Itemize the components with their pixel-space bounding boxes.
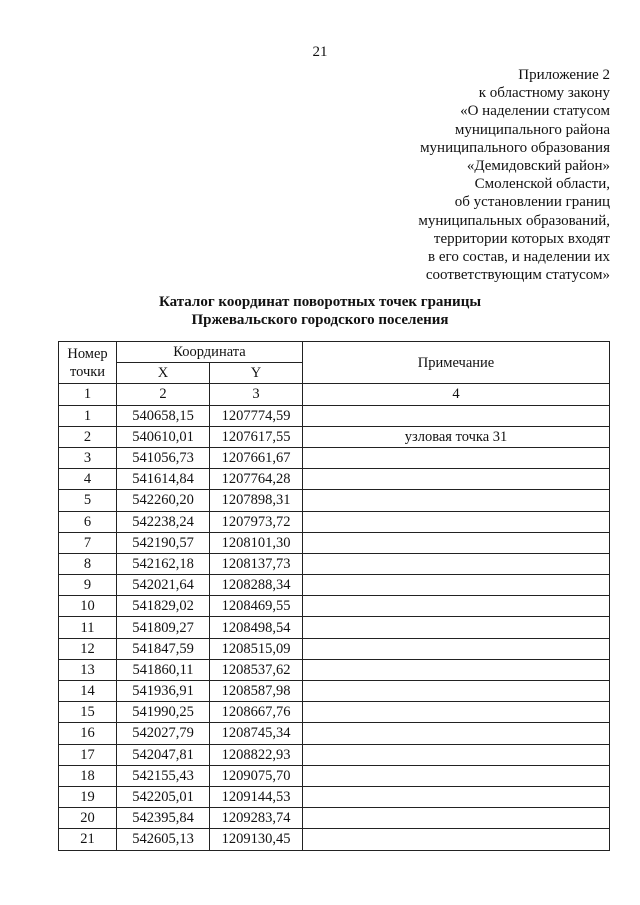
table-row [59, 575, 610, 596]
table-row [59, 808, 610, 829]
cell-y: 1209075,70 [210, 765, 303, 786]
appendix-line: территории которых входят [433, 230, 610, 247]
cell-y: 1208587,98 [210, 681, 303, 702]
cell-point-number: 16 [59, 723, 117, 744]
appendix-line: к областному закону [478, 85, 610, 102]
cell-y: 1208537,62 [210, 659, 303, 680]
cell-y: 1207774,59 [210, 405, 303, 426]
table-row [59, 744, 610, 765]
appendix-line: муниципального образования [420, 139, 610, 156]
cell-note [303, 808, 610, 829]
cell-note [303, 511, 610, 532]
cell-note [303, 659, 610, 680]
cell-x: 540658,15 [117, 405, 210, 426]
table-row [59, 447, 610, 468]
cell-note [303, 786, 610, 807]
table-row [59, 596, 610, 617]
table-row [59, 617, 610, 638]
cell-point-number: 12 [59, 638, 117, 659]
cell-x: 542395,84 [117, 808, 210, 829]
table-row [59, 553, 610, 574]
table-row [59, 659, 610, 680]
cell-point-number: 15 [59, 702, 117, 723]
page-number: 21 [312, 44, 328, 60]
cell-point-number: 3 [59, 447, 117, 468]
header-coordinate: Координата [117, 342, 303, 363]
cell-point-number: 4 [59, 469, 117, 490]
cell-point-number: 17 [59, 744, 117, 765]
cell-y: 1209144,53 [210, 786, 303, 807]
table-row [59, 702, 610, 723]
table-row [59, 469, 610, 490]
cell-point-number: 14 [59, 681, 117, 702]
appendix-line: об установлении границ [454, 194, 610, 211]
cell-y: 1207898,31 [210, 490, 303, 511]
cell-y: 1209130,45 [210, 829, 303, 850]
cell-y: 1208469,55 [210, 596, 303, 617]
header-note: Примечание [303, 342, 610, 384]
cell-x: 541614,84 [117, 469, 210, 490]
cell-point-number: 11 [59, 617, 117, 638]
cell-note [303, 490, 610, 511]
cell-x: 542021,64 [117, 575, 210, 596]
cell-y: 1207764,28 [210, 469, 303, 490]
cell-y: 1207617,55 [210, 426, 303, 447]
cell-point-number: 21 [59, 829, 117, 850]
appendix-line: муниципальных образований, [418, 212, 610, 229]
cell-y: 1208498,54 [210, 617, 303, 638]
cell-x: 541860,11 [117, 659, 210, 680]
cell-x: 542205,01 [117, 786, 210, 807]
cell-x: 542155,43 [117, 765, 210, 786]
appendix-line: муниципального района [454, 121, 610, 138]
header-y: Y [210, 363, 303, 384]
table-row [59, 490, 610, 511]
table-row [59, 638, 610, 659]
cell-x: 541829,02 [117, 596, 210, 617]
cell-point-number: 20 [59, 808, 117, 829]
table-header-row [59, 342, 610, 363]
table-row [59, 511, 610, 532]
cell-note [303, 765, 610, 786]
cell-y: 1208288,34 [210, 575, 303, 596]
table-row [59, 829, 610, 850]
cell-note [303, 638, 610, 659]
header-point-number [59, 342, 117, 384]
cell-y: 1208137,73 [210, 553, 303, 574]
cell-note [303, 829, 610, 850]
cell-note [303, 405, 610, 426]
cell-x: 541847,59 [117, 638, 210, 659]
cell-note [303, 469, 610, 490]
cell-point-number: 19 [59, 786, 117, 807]
cell-note [303, 596, 610, 617]
appendix-line: Приложение 2 [518, 67, 610, 83]
cell-point-number: 5 [59, 490, 117, 511]
cell-point-number: 10 [59, 596, 117, 617]
header-point-line2: точки [69, 363, 106, 380]
appendix-line: «О наделении статусом [460, 103, 610, 120]
table-row [59, 786, 610, 807]
title-line-1: Каталог координат поворотных точек границы [158, 294, 482, 310]
cell-y: 1207973,72 [210, 511, 303, 532]
appendix-line: в его состав, и наделении их [428, 249, 610, 266]
cell-x: 542047,81 [117, 744, 210, 765]
table-row [59, 681, 610, 702]
cell-x: 542162,18 [117, 553, 210, 574]
cell-y: 1208515,09 [210, 638, 303, 659]
cell-note [303, 681, 610, 702]
table-row [59, 426, 610, 447]
header-point-line1: Номер [67, 345, 108, 362]
cell-x: 541056,73 [117, 447, 210, 468]
cell-y: 1208745,34 [210, 723, 303, 744]
cell-x: 542027,79 [117, 723, 210, 744]
column-number: 3 [210, 384, 303, 405]
cell-point-number: 13 [59, 659, 117, 680]
cell-x: 541809,27 [117, 617, 210, 638]
cell-y: 1208822,93 [210, 744, 303, 765]
cell-point-number: 1 [59, 405, 117, 426]
cell-point-number: 18 [59, 765, 117, 786]
cell-y: 1208667,76 [210, 702, 303, 723]
appendix-line: «Демидовский район» [466, 158, 610, 175]
column-number: 1 [59, 384, 117, 405]
cell-x: 542605,13 [117, 829, 210, 850]
cell-point-number: 2 [59, 426, 117, 447]
appendix-header [350, 66, 610, 284]
column-number: 4 [303, 384, 610, 405]
cell-point-number: 6 [59, 511, 117, 532]
appendix-line: Смоленской области, [474, 176, 610, 193]
cell-point-number: 7 [59, 532, 117, 553]
cell-x: 540610,01 [117, 426, 210, 447]
header-x: X [117, 363, 210, 384]
cell-x: 542190,57 [117, 532, 210, 553]
column-numbers-row [59, 384, 610, 405]
cell-note [303, 532, 610, 553]
cell-note [303, 575, 610, 596]
cell-x: 541990,25 [117, 702, 210, 723]
cell-y: 1208101,30 [210, 532, 303, 553]
table-row [59, 765, 610, 786]
table-row [59, 532, 610, 553]
column-number: 2 [117, 384, 210, 405]
cell-y: 1209283,74 [210, 808, 303, 829]
cell-note [303, 447, 610, 468]
document-title [0, 293, 640, 329]
cell-y: 1207661,67 [210, 447, 303, 468]
cell-point-number: 8 [59, 553, 117, 574]
cell-note [303, 553, 610, 574]
cell-x: 542260,20 [117, 490, 210, 511]
cell-note [303, 702, 610, 723]
cell-x: 542238,24 [117, 511, 210, 532]
cell-point-number: 9 [59, 575, 117, 596]
cell-note [303, 744, 610, 765]
cell-note [303, 617, 610, 638]
cell-note [303, 723, 610, 744]
table-row [59, 723, 610, 744]
title-line-2: Пржевальского городского поселения [191, 312, 449, 328]
appendix-line: соответствующим статусом» [425, 267, 610, 284]
cell-x: 541936,91 [117, 681, 210, 702]
coordinates-table [58, 341, 610, 851]
cell-note: узловая точка 31 [303, 426, 610, 447]
table-row [59, 405, 610, 426]
